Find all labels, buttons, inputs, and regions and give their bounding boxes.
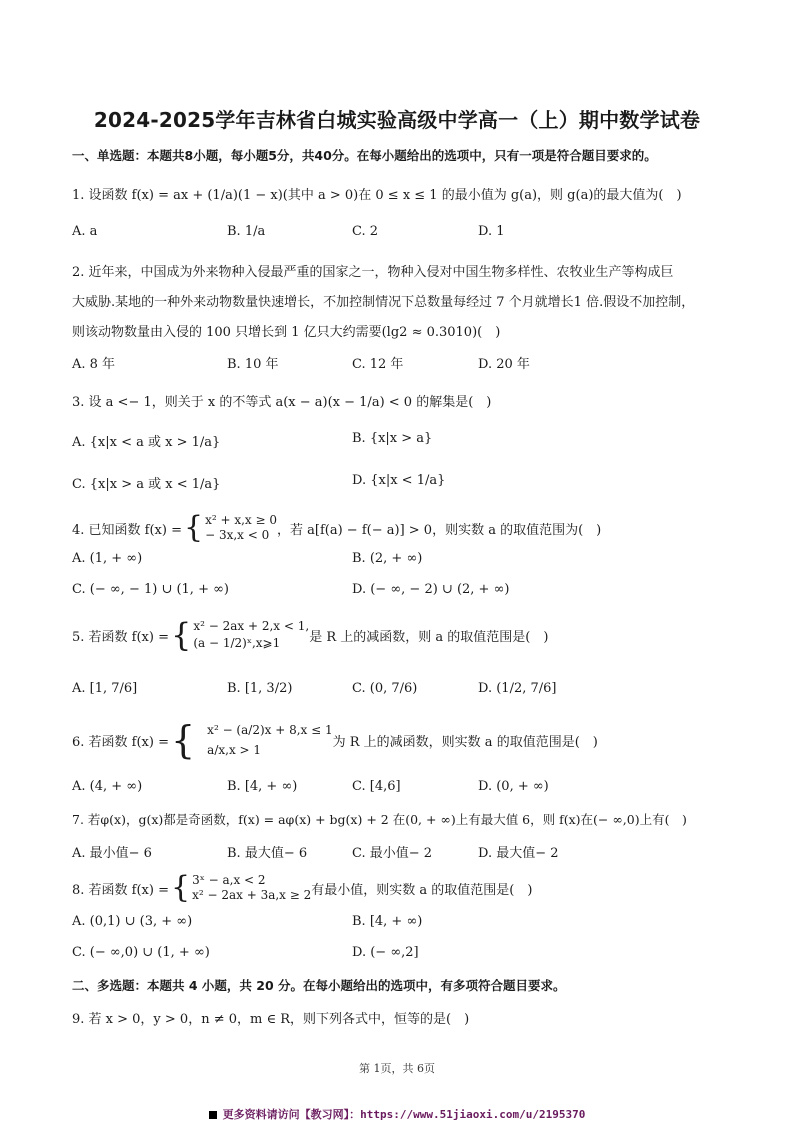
question-3-stem: 3. 设 a <− 1，则关于 x 的不等式 a(x − a)(x − 1/a) < 0 的解集是( ) <box>72 395 492 410</box>
page-number: 第 1页，共 6页 <box>359 1062 435 1075</box>
q7-option-c: C. 最小值− 2 <box>352 846 433 861</box>
q8-stem-pre: 8. 若函数 f(x) = <box>72 882 169 898</box>
q8-case-2: x² − 2ax + 3a,x ≥ 2 <box>192 888 312 902</box>
question-2-stem-line-2: 大威胁.某地的一种外来动物数量快速增长，不加控制情况下总数量每经过 7 个月就增长1 倍.假设不加控制， <box>72 295 695 310</box>
q3-option-b: B. {x|x > a} <box>352 431 433 446</box>
promo-banner-text: 更多资料请访问【教习网】：https://www.51jiaoxi.com/u/2195370 <box>222 1108 586 1121</box>
q6-cases <box>207 720 332 760</box>
q5-cases <box>193 618 309 652</box>
q5-option-d: D. (1/2, 7/6] <box>478 681 557 696</box>
q5-option-b: B. [1, 3/2) <box>227 681 293 696</box>
q7-option-d: D. 最大值− 2 <box>478 846 559 861</box>
q5-stem-post: 是 R 上的减函数，则 a 的取值范围是( ) <box>309 629 549 645</box>
q4-option-a: A. (1, + ∞) <box>72 551 143 566</box>
q4-cases <box>205 513 277 543</box>
q4-brace: { <box>183 510 204 545</box>
q8-stem-post: 有最小值，则实数 a 的取值范围是( ) <box>311 882 533 898</box>
q8-option-b: B. [4, + ∞) <box>352 914 423 929</box>
q7-option-b: B. 最大值− 6 <box>227 846 308 861</box>
q6-option-a: A. (4, + ∞) <box>72 779 143 794</box>
q3-option-c: C. {x|x > a 或 x < 1/a} <box>72 477 221 492</box>
question-7-stem: 7. 若φ(x)，g(x)都是奇函数，f(x) = aφ(x) + bg(x) + 2 在(0, + ∞)上有最大值 6，则 f(x)在(− ∞,0)上有( ) <box>72 812 687 827</box>
question-5-stem <box>72 618 548 652</box>
question-2-stem-line-1: 2. 近年来，中国成为外来物种入侵最严重的国家之一，物种入侵对中国生物多样性、农牧业生产等构成巨 <box>72 265 674 280</box>
q5-brace: { <box>170 616 192 654</box>
q1-option-c: C. 2 <box>352 224 379 239</box>
q1-option-d: D. 1 <box>478 224 505 239</box>
q2-option-c: C. 12 年 <box>352 357 404 372</box>
q8-cases <box>192 873 311 903</box>
flag-icon <box>209 1111 217 1119</box>
q4-case-2: − 3x,x < 0 <box>205 528 270 542</box>
q3-option-a: A. {x|x < a 或 x > 1/a} <box>72 435 221 450</box>
q4-option-d: D. (− ∞, − 2) ∪ (2, + ∞) <box>352 582 510 597</box>
q6-option-b: B. [4, + ∞) <box>227 779 298 794</box>
q8-option-c: C. (− ∞,0) ∪ (1, + ∞) <box>72 945 210 960</box>
q6-option-d: D. (0, + ∞) <box>478 779 549 794</box>
q8-option-d: D. (− ∞,2] <box>352 945 419 960</box>
q6-stem-pre: 6. 若函数 f(x) = <box>72 734 169 750</box>
q5-case-2: (a − 1/2)ˣ,x⩾1 <box>193 636 281 650</box>
q8-brace: { <box>170 870 191 905</box>
question-1-stem: 1. 设函数 f(x) = ax + (1/a)(1 − x)(其中 a > 0)在 0 ≤ x ≤ 1 的最小值为 g(a)，则 g(a)的最大值为( ) <box>72 188 682 203</box>
exam-title: 2024-2025学年吉林省白城实验高级中学高一（上）期中数学试卷 <box>93 108 701 132</box>
q6-stem-post: 为 R 上的减函数，则实数 a 的取值范围是( ) <box>332 734 598 750</box>
q2-option-d: D. 20 年 <box>478 357 530 372</box>
q5-stem-pre: 5. 若函数 f(x) = <box>72 629 169 645</box>
q4-option-b: B. (2, + ∞) <box>352 551 423 566</box>
q5-option-a: A. [1, 7/6] <box>72 681 138 696</box>
q4-option-c: C. (− ∞, − 1) ∪ (1, + ∞) <box>72 582 229 597</box>
q1-option-a: A. a <box>72 224 98 239</box>
q4-case-1: x² + x,x ≥ 0 <box>205 513 278 527</box>
question-2-stem-line-3: 则该动物数量由入侵的 100 只增长到 1 亿只大约需要(lg2 ≈ 0.3010)( ) <box>72 325 501 340</box>
question-8-stem <box>72 870 533 905</box>
q5-case-1: x² − 2ax + 2,x < 1, <box>193 619 310 633</box>
promo-banner[interactable] <box>0 1106 794 1122</box>
q5-option-c: C. (0, 7/6) <box>352 681 418 696</box>
q2-option-b: B. 10 年 <box>227 357 279 372</box>
q3-option-d: D. {x|x < 1/a} <box>352 473 446 488</box>
q6-case-1: x² − (a/2)x + 8,x ≤ 1 <box>207 723 333 737</box>
q6-option-c: C. [4,6] <box>352 779 401 794</box>
question-9-stem: 9. 若 x > 0，y > 0，n ≠ 0，m ∈ R，则下列各式中，恒等的是( ) <box>72 1012 470 1027</box>
question-4-stem <box>72 510 602 545</box>
q4-stem-post: ，若 a[f(a) − f(− a)] > 0，则实数 a 的取值范围为( ) <box>277 522 602 538</box>
q8-option-a: A. (0,1) ∪ (3, + ∞) <box>72 914 193 929</box>
q8-case-1: 3ˣ − a,x < 2 <box>192 873 266 887</box>
q6-brace: { <box>170 718 196 762</box>
q6-case-2: a/x,x > 1 <box>207 743 262 757</box>
q4-stem-pre: 4. 已知函数 f(x) = <box>72 522 182 538</box>
section-heading-multiple-choice: 二、多选题：本题共 4 小题，共 20 分。在每小题给出的选项中，有多项符合题目要求。 <box>72 978 566 993</box>
question-6-stem <box>72 720 598 760</box>
section-heading-single-choice: 一、单选题：本题共8小题，每小题5分，共40分。在每小题给出的选项中，只有一项是符合题目要求的。 <box>72 148 657 163</box>
q7-option-a: A. 最小值− 6 <box>72 846 152 861</box>
q1-option-b: B. 1/a <box>227 224 266 239</box>
q2-option-a: A. 8 年 <box>72 357 116 372</box>
